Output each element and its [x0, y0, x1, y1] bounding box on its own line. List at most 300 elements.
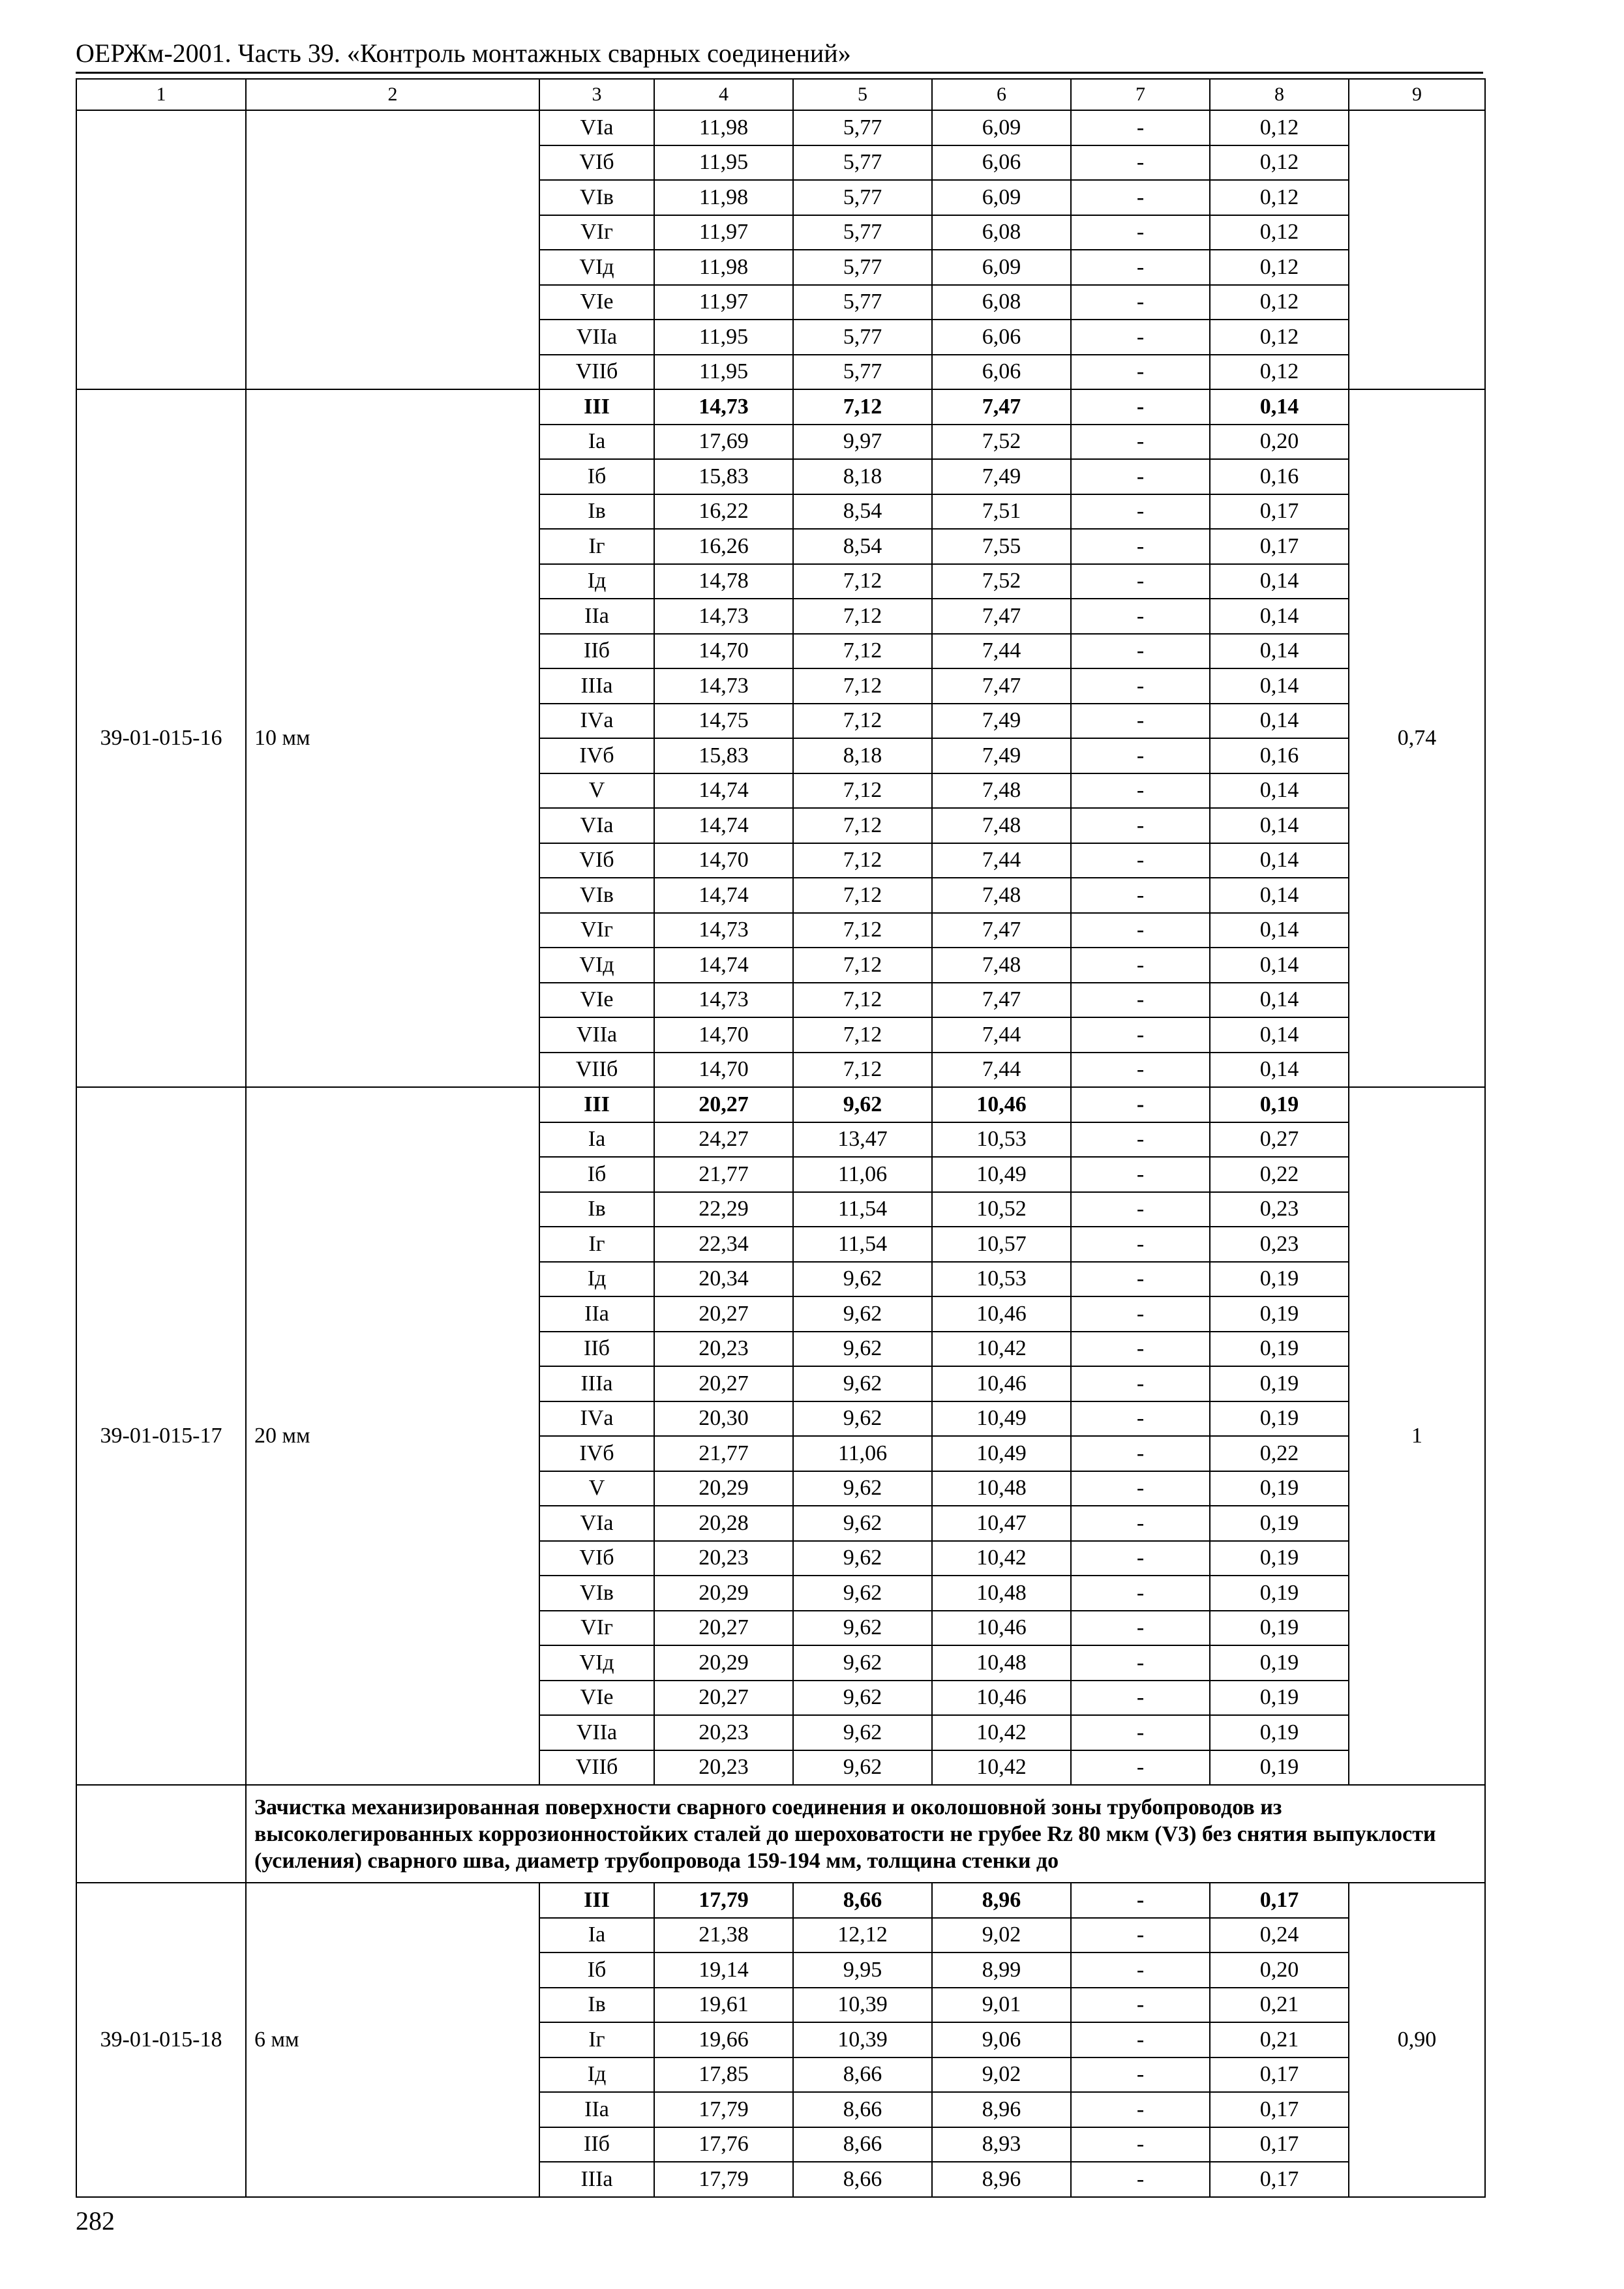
category-cell: VIIб: [539, 1750, 654, 1786]
category-cell: VIIа: [539, 320, 654, 355]
category-cell: Iд: [539, 564, 654, 599]
category-cell: IIб: [539, 1332, 654, 1367]
value-cell: -: [1071, 250, 1210, 285]
value-cell: 9,62: [793, 1332, 932, 1367]
value-cell: -: [1071, 285, 1210, 320]
value-cell: 10,46: [932, 1611, 1071, 1646]
value-cell: 9,62: [793, 1296, 932, 1332]
value-cell: 22,34: [654, 1227, 793, 1262]
category-cell: VIб: [539, 843, 654, 878]
column9-cell: 0,74: [1349, 389, 1485, 1087]
value-cell: 5,77: [793, 110, 932, 145]
value-cell: 0,17: [1210, 2127, 1349, 2162]
value-cell: 20,27: [654, 1366, 793, 1401]
value-cell: 0,16: [1210, 738, 1349, 773]
value-cell: 10,46: [932, 1681, 1071, 1716]
table-row: [76, 389, 1485, 425]
value-cell: -: [1071, 2092, 1210, 2127]
value-cell: -: [1071, 704, 1210, 739]
value-cell: 7,47: [932, 913, 1071, 948]
value-cell: 7,12: [793, 634, 932, 669]
value-cell: -: [1071, 1883, 1210, 1918]
value-cell: 5,77: [793, 145, 932, 181]
value-cell: 8,66: [793, 2057, 932, 2093]
value-cell: 10,52: [932, 1192, 1071, 1227]
value-cell: 20,23: [654, 1332, 793, 1367]
value-cell: 7,44: [932, 1017, 1071, 1053]
value-cell: 0,19: [1210, 1611, 1349, 1646]
value-cell: -: [1071, 425, 1210, 460]
rates-table: [76, 78, 1486, 2198]
value-cell: 9,01: [932, 1988, 1071, 2023]
value-cell: 16,26: [654, 529, 793, 564]
header-rule: [76, 72, 1483, 74]
value-cell: 10,46: [932, 1296, 1071, 1332]
section-description: Зачистка механизированная поверхности сварного соединения и околошовной зоны трубопроводов из высоколегированных коррозионностойких сталей до шероховатости не грубее Rz 80 мкм (V3) без снятия выпуклости (усиления) сварного шва, диаметр трубопровода 159-194 мм, толщина стенки до: [246, 1785, 1485, 1883]
value-cell: 0,14: [1210, 1017, 1349, 1053]
value-cell: 0,17: [1210, 494, 1349, 530]
value-cell: 14,73: [654, 668, 793, 704]
category-cell: VIг: [539, 215, 654, 250]
value-cell: 0,12: [1210, 285, 1349, 320]
value-cell: 9,62: [793, 1541, 932, 1576]
value-cell: 11,98: [654, 180, 793, 215]
category-cell: VIв: [539, 1576, 654, 1611]
value-cell: 17,85: [654, 2057, 793, 2093]
value-cell: 11,95: [654, 320, 793, 355]
value-cell: -: [1071, 1366, 1210, 1401]
value-cell: 10,39: [793, 2022, 932, 2057]
value-cell: 7,12: [793, 843, 932, 878]
category-cell: VIа: [539, 1506, 654, 1541]
value-cell: -: [1071, 1750, 1210, 1786]
value-cell: 20,27: [654, 1611, 793, 1646]
value-cell: -: [1071, 668, 1210, 704]
value-cell: 8,96: [932, 1883, 1071, 1918]
value-cell: 10,49: [932, 1157, 1071, 1192]
value-cell: 0,14: [1210, 983, 1349, 1018]
value-cell: 10,42: [932, 1750, 1071, 1786]
value-cell: 0,19: [1210, 1401, 1349, 1437]
category-cell: III: [539, 389, 654, 425]
value-cell: 14,73: [654, 599, 793, 634]
value-cell: -: [1071, 529, 1210, 564]
value-cell: 7,47: [932, 983, 1071, 1018]
column9-cell: 1: [1349, 1087, 1485, 1785]
value-cell: 0,17: [1210, 2092, 1349, 2127]
value-cell: 9,02: [932, 1918, 1071, 1953]
value-cell: 0,19: [1210, 1296, 1349, 1332]
value-cell: 0,14: [1210, 599, 1349, 634]
value-cell: 9,62: [793, 1611, 932, 1646]
value-cell: 0,19: [1210, 1366, 1349, 1401]
value-cell: 10,53: [932, 1122, 1071, 1158]
value-cell: 16,22: [654, 494, 793, 530]
value-cell: 20,27: [654, 1681, 793, 1716]
value-cell: 11,98: [654, 110, 793, 145]
value-cell: -: [1071, 878, 1210, 913]
value-cell: 14,74: [654, 948, 793, 983]
column-number-cell: 8: [1210, 79, 1349, 110]
value-cell: 9,62: [793, 1087, 932, 1122]
value-cell: 24,27: [654, 1122, 793, 1158]
value-cell: 11,95: [654, 145, 793, 181]
value-cell: 0,12: [1210, 110, 1349, 145]
value-cell: 0,19: [1210, 1681, 1349, 1716]
value-cell: 14,73: [654, 389, 793, 425]
value-cell: -: [1071, 2057, 1210, 2093]
value-cell: 0,16: [1210, 459, 1349, 494]
value-cell: 9,62: [793, 1576, 932, 1611]
value-cell: 0,14: [1210, 773, 1349, 809]
category-cell: V: [539, 1471, 654, 1506]
value-cell: 10,49: [932, 1401, 1071, 1437]
value-cell: 6,06: [932, 320, 1071, 355]
value-cell: 21,77: [654, 1157, 793, 1192]
value-cell: 15,83: [654, 459, 793, 494]
value-cell: 0,22: [1210, 1436, 1349, 1471]
value-cell: 21,77: [654, 1436, 793, 1471]
value-cell: 0,14: [1210, 389, 1349, 425]
value-cell: 11,54: [793, 1192, 932, 1227]
value-cell: 14,70: [654, 1017, 793, 1053]
value-cell: 20,34: [654, 1262, 793, 1297]
category-cell: VIа: [539, 808, 654, 843]
value-cell: 7,12: [793, 389, 932, 425]
value-cell: -: [1071, 110, 1210, 145]
category-cell: Iб: [539, 1157, 654, 1192]
value-cell: 0,17: [1210, 2162, 1349, 2197]
value-cell: 20,27: [654, 1087, 793, 1122]
value-cell: 5,77: [793, 320, 932, 355]
value-cell: 10,42: [932, 1332, 1071, 1367]
value-cell: 7,12: [793, 808, 932, 843]
value-cell: 8,54: [793, 494, 932, 530]
value-cell: 14,73: [654, 913, 793, 948]
category-cell: Iд: [539, 2057, 654, 2093]
value-cell: 19,14: [654, 1952, 793, 1988]
value-cell: -: [1071, 1053, 1210, 1088]
category-cell: VIIб: [539, 1053, 654, 1088]
value-cell: 0,20: [1210, 425, 1349, 460]
value-cell: 7,12: [793, 913, 932, 948]
value-cell: 7,12: [793, 599, 932, 634]
value-cell: 8,66: [793, 2127, 932, 2162]
value-cell: 10,42: [932, 1715, 1071, 1750]
value-cell: 7,47: [932, 389, 1071, 425]
value-cell: -: [1071, 1122, 1210, 1158]
category-cell: VIд: [539, 250, 654, 285]
value-cell: 8,18: [793, 738, 932, 773]
value-cell: 7,12: [793, 1017, 932, 1053]
column-number-cell: 7: [1071, 79, 1210, 110]
value-cell: 22,29: [654, 1192, 793, 1227]
value-cell: 14,74: [654, 878, 793, 913]
category-cell: IIа: [539, 2092, 654, 2127]
category-cell: VIв: [539, 180, 654, 215]
value-cell: 7,12: [793, 983, 932, 1018]
value-cell: 8,66: [793, 2162, 932, 2197]
value-cell: 7,51: [932, 494, 1071, 530]
value-cell: 8,96: [932, 2162, 1071, 2197]
value-cell: -: [1071, 983, 1210, 1018]
value-cell: 7,48: [932, 773, 1071, 809]
value-cell: 0,19: [1210, 1087, 1349, 1122]
value-cell: -: [1071, 1541, 1210, 1576]
category-cell: IIIа: [539, 668, 654, 704]
value-cell: 9,97: [793, 425, 932, 460]
value-cell: 10,46: [932, 1366, 1071, 1401]
value-cell: 20,23: [654, 1750, 793, 1786]
value-cell: -: [1071, 1715, 1210, 1750]
value-cell: 10,48: [932, 1576, 1071, 1611]
value-cell: 7,12: [793, 1053, 932, 1088]
value-cell: 7,44: [932, 1053, 1071, 1088]
rate-code-cell: [76, 110, 246, 389]
value-cell: -: [1071, 1436, 1210, 1471]
value-cell: 8,66: [793, 1883, 932, 1918]
category-cell: Iв: [539, 1192, 654, 1227]
value-cell: 9,62: [793, 1750, 932, 1786]
value-cell: -: [1071, 808, 1210, 843]
value-cell: 20,27: [654, 1296, 793, 1332]
value-cell: 20,29: [654, 1576, 793, 1611]
value-cell: -: [1071, 215, 1210, 250]
category-cell: Iа: [539, 1918, 654, 1953]
category-cell: III: [539, 1087, 654, 1122]
value-cell: -: [1071, 1157, 1210, 1192]
value-cell: 9,62: [793, 1506, 932, 1541]
value-cell: 19,66: [654, 2022, 793, 2057]
value-cell: -: [1071, 773, 1210, 809]
value-cell: 7,12: [793, 878, 932, 913]
value-cell: 10,47: [932, 1506, 1071, 1541]
value-cell: 10,48: [932, 1471, 1071, 1506]
category-cell: Iб: [539, 459, 654, 494]
value-cell: 8,96: [932, 2092, 1071, 2127]
column-number-cell: 9: [1349, 79, 1485, 110]
value-cell: -: [1071, 1611, 1210, 1646]
value-cell: 9,62: [793, 1262, 932, 1297]
value-cell: 14,78: [654, 564, 793, 599]
value-cell: -: [1071, 1262, 1210, 1297]
value-cell: 0,14: [1210, 878, 1349, 913]
value-cell: 10,39: [793, 1988, 932, 2023]
value-cell: 0,14: [1210, 668, 1349, 704]
column-number-cell: 4: [654, 79, 793, 110]
value-cell: 14,70: [654, 1053, 793, 1088]
value-cell: 7,12: [793, 773, 932, 809]
value-cell: 0,14: [1210, 1053, 1349, 1088]
category-cell: VIе: [539, 1681, 654, 1716]
value-cell: 0,21: [1210, 1988, 1349, 2023]
column-number-cell: 1: [76, 79, 246, 110]
value-cell: 0,14: [1210, 634, 1349, 669]
value-cell: 11,54: [793, 1227, 932, 1262]
value-cell: 0,14: [1210, 564, 1349, 599]
value-cell: 5,77: [793, 285, 932, 320]
value-cell: 0,19: [1210, 1750, 1349, 1786]
value-cell: 0,12: [1210, 355, 1349, 390]
value-cell: -: [1071, 145, 1210, 181]
value-cell: -: [1071, 2162, 1210, 2197]
value-cell: -: [1071, 389, 1210, 425]
category-cell: VIе: [539, 983, 654, 1018]
category-cell: IIб: [539, 2127, 654, 2162]
value-cell: 14,74: [654, 808, 793, 843]
value-cell: 9,62: [793, 1401, 932, 1437]
value-cell: 8,66: [793, 2092, 932, 2127]
value-cell: 0,14: [1210, 808, 1349, 843]
value-cell: 0,17: [1210, 1883, 1349, 1918]
value-cell: 5,77: [793, 355, 932, 390]
category-cell: VIIа: [539, 1017, 654, 1053]
column-number-cell: 6: [932, 79, 1071, 110]
category-cell: VIIб: [539, 355, 654, 390]
value-cell: -: [1071, 2022, 1210, 2057]
value-cell: 0,20: [1210, 1952, 1349, 1988]
category-cell: Iд: [539, 1262, 654, 1297]
column-number-row: [76, 79, 1485, 110]
value-cell: -: [1071, 599, 1210, 634]
category-cell: IIб: [539, 634, 654, 669]
value-cell: 7,49: [932, 738, 1071, 773]
value-cell: 0,12: [1210, 250, 1349, 285]
value-cell: 0,14: [1210, 948, 1349, 983]
value-cell: 7,48: [932, 878, 1071, 913]
column-number-cell: 3: [539, 79, 654, 110]
category-cell: VIг: [539, 913, 654, 948]
value-cell: 19,61: [654, 1988, 793, 2023]
table-row: [76, 1087, 1485, 1122]
value-cell: 8,54: [793, 529, 932, 564]
wall-thickness-cell: 20 мм: [246, 1087, 539, 1785]
rate-code-cell: 39-01-015-16: [76, 389, 246, 1087]
value-cell: 20,23: [654, 1541, 793, 1576]
value-cell: 0,19: [1210, 1541, 1349, 1576]
value-cell: 10,48: [932, 1645, 1071, 1681]
category-cell: VIа: [539, 110, 654, 145]
value-cell: -: [1071, 1952, 1210, 1988]
value-cell: 7,55: [932, 529, 1071, 564]
value-cell: 0,17: [1210, 529, 1349, 564]
value-cell: 8,99: [932, 1952, 1071, 1988]
value-cell: 7,52: [932, 425, 1071, 460]
value-cell: -: [1071, 843, 1210, 878]
value-cell: 6,09: [932, 250, 1071, 285]
category-cell: VIд: [539, 948, 654, 983]
value-cell: -: [1071, 180, 1210, 215]
value-cell: -: [1071, 1645, 1210, 1681]
value-cell: 6,08: [932, 215, 1071, 250]
value-cell: -: [1071, 355, 1210, 390]
value-cell: 5,77: [793, 215, 932, 250]
value-cell: 17,79: [654, 1883, 793, 1918]
value-cell: -: [1071, 913, 1210, 948]
section-description-row: [76, 1785, 1485, 1883]
value-cell: 6,09: [932, 180, 1071, 215]
category-cell: IVа: [539, 704, 654, 739]
value-cell: 9,62: [793, 1471, 932, 1506]
value-cell: 7,47: [932, 668, 1071, 704]
value-cell: 11,06: [793, 1157, 932, 1192]
value-cell: 6,06: [932, 145, 1071, 181]
page-number: 282: [76, 2206, 115, 2236]
category-cell: VIг: [539, 1611, 654, 1646]
wall-thickness-cell: [246, 110, 539, 389]
category-cell: IVб: [539, 738, 654, 773]
value-cell: 9,62: [793, 1645, 932, 1681]
value-cell: 11,98: [654, 250, 793, 285]
value-cell: -: [1071, 320, 1210, 355]
rate-code-cell: 39-01-015-18: [76, 1883, 246, 2197]
category-cell: Iг: [539, 2022, 654, 2057]
value-cell: 0,12: [1210, 215, 1349, 250]
value-cell: 7,12: [793, 704, 932, 739]
value-cell: 5,77: [793, 180, 932, 215]
value-cell: 0,24: [1210, 1918, 1349, 1953]
value-cell: 7,48: [932, 948, 1071, 983]
value-cell: 7,49: [932, 459, 1071, 494]
value-cell: 9,62: [793, 1681, 932, 1716]
empty-cell: [76, 1785, 246, 1883]
category-cell: IIIа: [539, 1366, 654, 1401]
value-cell: -: [1071, 1506, 1210, 1541]
value-cell: 0,27: [1210, 1122, 1349, 1158]
value-cell: 10,46: [932, 1087, 1071, 1122]
wall-thickness-cell: 6 мм: [246, 1883, 539, 2197]
value-cell: 0,19: [1210, 1262, 1349, 1297]
value-cell: 0,19: [1210, 1645, 1349, 1681]
value-cell: 8,18: [793, 459, 932, 494]
value-cell: 0,12: [1210, 320, 1349, 355]
value-cell: -: [1071, 948, 1210, 983]
value-cell: 6,08: [932, 285, 1071, 320]
value-cell: 0,17: [1210, 2057, 1349, 2093]
value-cell: 10,42: [932, 1541, 1071, 1576]
value-cell: 0,14: [1210, 704, 1349, 739]
value-cell: 14,75: [654, 704, 793, 739]
value-cell: 0,19: [1210, 1332, 1349, 1367]
value-cell: 14,70: [654, 634, 793, 669]
value-cell: 0,23: [1210, 1192, 1349, 1227]
value-cell: 9,95: [793, 1952, 932, 1988]
value-cell: 11,95: [654, 355, 793, 390]
value-cell: 7,48: [932, 808, 1071, 843]
value-cell: 7,12: [793, 668, 932, 704]
value-cell: -: [1071, 564, 1210, 599]
value-cell: 0,14: [1210, 913, 1349, 948]
value-cell: 20,29: [654, 1645, 793, 1681]
value-cell: 10,49: [932, 1436, 1071, 1471]
value-cell: -: [1071, 1192, 1210, 1227]
value-cell: 0,12: [1210, 180, 1349, 215]
value-cell: 9,02: [932, 2057, 1071, 2093]
category-cell: Iг: [539, 529, 654, 564]
value-cell: 17,69: [654, 425, 793, 460]
value-cell: 10,53: [932, 1262, 1071, 1297]
value-cell: -: [1071, 494, 1210, 530]
value-cell: 7,44: [932, 843, 1071, 878]
value-cell: 20,23: [654, 1715, 793, 1750]
column9-cell: [1349, 110, 1485, 389]
value-cell: 0,19: [1210, 1576, 1349, 1611]
value-cell: 0,22: [1210, 1157, 1349, 1192]
table-row: [76, 1883, 1485, 1918]
column-number-cell: 2: [246, 79, 539, 110]
value-cell: -: [1071, 1401, 1210, 1437]
category-cell: Iг: [539, 1227, 654, 1262]
